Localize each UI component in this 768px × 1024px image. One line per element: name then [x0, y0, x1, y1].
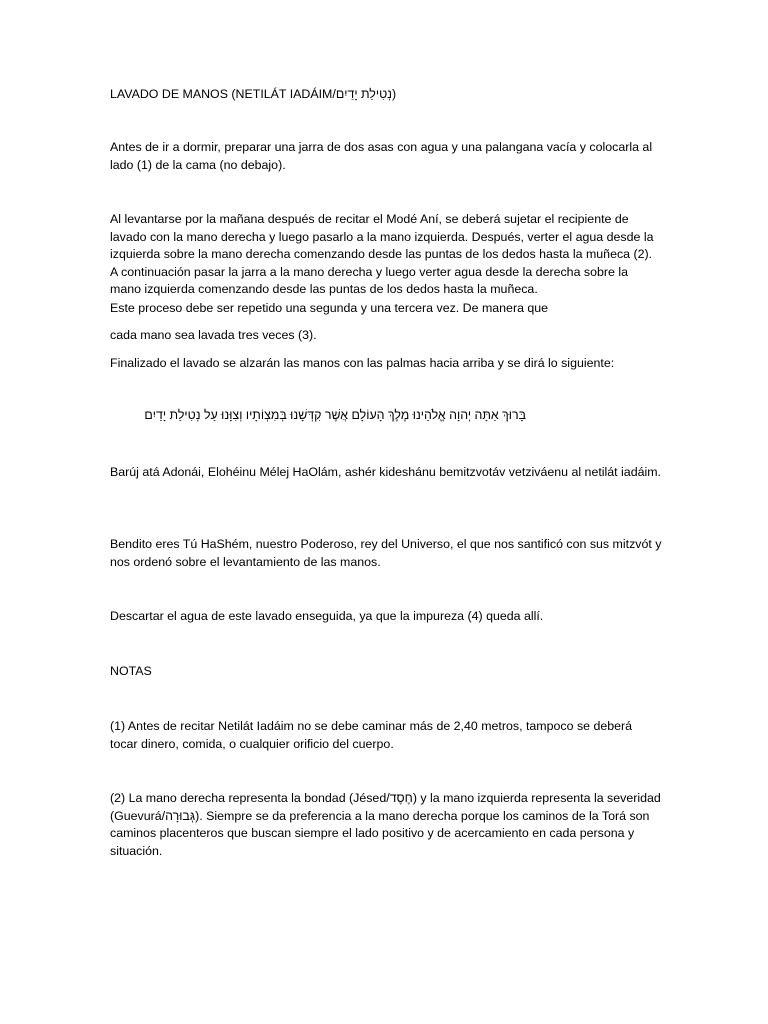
paragraph-three-times: cada mano sea lavada tres veces (3). — [110, 328, 317, 342]
paragraph-repeat: Este proceso debe ser repetido una segunda y una tercera vez. De manera que — [110, 301, 549, 315]
paragraph-preparation: Antes de ir a dormir, preparar una jarra de dos asas con agua y una palangana vacía y colocarla al lado (1) de la cama (no debajo). — [110, 140, 653, 172]
note-1: (1) Antes de recitar Netilát Iadáim no se debe caminar más de 2,40 metros, tampoco se deberá tocar dinero, comida, o cualquier orificio del cuerpo. — [110, 719, 633, 751]
blessing-transliteration: Barúj atá Adonái, Elohéinu Mélej HaOlám, ashér kideshánu bemitzvotáv vetziváenu al netilát iadáim. — [110, 465, 662, 479]
blessing-translation: Bendito eres Tú HaShém, nuestro Poderoso, rey del Universo, el que nos santificó con sus mitzvót y nos ordenó sobre el levantamiento de las manos. — [110, 537, 662, 569]
note-2: (2) La mano derecha representa la bondad (Jésed/חֶסֶד) y la mano izquierda representa la severidad (Guevurá/גְּבוּרָה). Siempre se da preferencia a la mano derecha porque los caminos de la Torá son caminos placenteros que buscan siempre el lado positivo y de acercamiento en cada persona y situación. — [110, 791, 661, 858]
blessing-hebrew: בָּרוּךְ אַתָּה יְהוָה אֱלֹהֵינוּ מֶלֶךְ הָעוֹלָם אֲשֶׁר קִדְּשָׁנוּ בְּמִצְוֹתָיו וְצִוָּנוּ עַל נְטִילַת יָדַיִם — [144, 408, 526, 422]
document-title: LAVADO DE MANOS (NETILÁT IADÁIM/נְטִילַת יָדַיִם) — [110, 87, 397, 101]
notes-heading: NOTAS — [110, 664, 152, 678]
paragraph-washing-procedure: Al levantarse por la mañana después de recitar el Modé Aní, se deberá sujetar el recipiente de lavado con la mano derecha y luego pasarlo a la mano izquierda. Después, verter el agua desde la izquierda sobre la mano derecha comenzando desde las puntas de los dedos hasta la muñeca (2). A continuación pasar la jarra a la mano derecha y luego verter agua desde la derecha sobre la mano izquierda comenzando desde las puntas de los dedos hasta la muñeca. — [110, 212, 654, 297]
paragraph-discard-water: Descartar el agua de este lavado enseguida, ya que la impureza (4) queda allí. — [110, 609, 544, 623]
paragraph-raise-hands: Finalizado el lavado se alzarán las manos con las palmas hacia arriba y se dirá lo siguiente: — [110, 356, 615, 370]
